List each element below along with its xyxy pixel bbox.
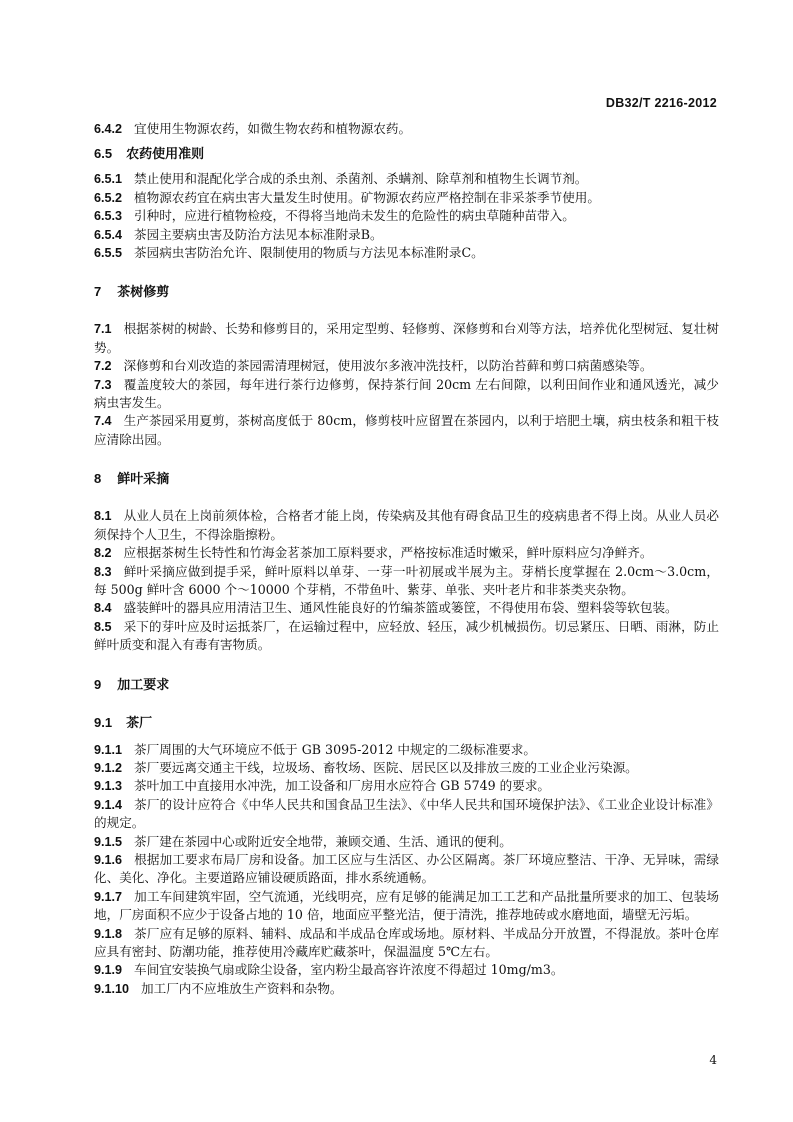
clause-text: 根据加工要求布局厂房和设备。加工区应与生活区、办公区隔离。茶厂环境应整洁、干净、无异味，需绿化、美化、净化。主要道路应铺设硬质路面，排水系统通畅。 <box>94 851 719 886</box>
clause-number: 6.4.2 <box>94 122 123 136</box>
clause-8-1 <box>94 507 719 544</box>
clause-number: 9.1.5 <box>94 834 123 849</box>
chapter-title: 茶树修剪 <box>117 284 170 300</box>
clause-8-4 <box>94 599 719 617</box>
clause-text: 覆盖度较大的茶园，每年进行茶行边修剪，保持茶行间 20cm 左右间隙，以利田间作业和通风透光，减少病虫害发生。 <box>94 376 719 411</box>
clause-6-5-5 <box>94 244 719 262</box>
clause-number: 9.1.2 <box>94 760 123 775</box>
clause-text: 盛装鲜叶的器具应用清洁卫生、通风性能良好的竹编茶篮或篓筐，不得使用布袋、塑料袋等软包装。 <box>123 600 678 616</box>
clause-number: 9.1.1 <box>94 742 123 757</box>
clause-8-2 <box>94 544 719 562</box>
clause-text: 茶厂建在茶园中心或附近安全地带，兼顾交通、生活、通讯的便利。 <box>134 833 512 849</box>
clause-text: 鲜叶采摘应做到提手采，鲜叶原料以单芽、一芽一叶初展或半展为主。芽梢长度掌握在 2.0cm～3.0cm，每 500g 鲜叶含 6000 个～10000 个芽梢，不带鱼叶、紫芽、单张、夹叶老片和非茶类夹杂物。 <box>94 563 719 597</box>
section-title: 农药使用准则 <box>126 146 205 162</box>
clause-6-5-1 <box>94 170 719 188</box>
clause-7-4 <box>94 412 719 449</box>
section-heading-9-1 <box>94 713 719 733</box>
clause-number: 9.1.10 <box>94 981 130 996</box>
chapter-title: 加工要求 <box>117 676 170 692</box>
clause-text: 采下的芽叶应及时运抵茶厂，在运输过程中，应轻放、轻压，减少机械损伤。切忌紧压、日晒、雨淋，防止鲜叶质变和混入有毒有害物质。 <box>94 618 719 653</box>
clause-text: 引种时，应进行植物检疫，不得将当地尚未发生的危险性的病虫草随种苗带入。 <box>134 208 575 224</box>
clause-6-5-3 <box>94 207 719 225</box>
clause-9-1-8 <box>94 925 719 962</box>
chapter-title: 鲜叶采摘 <box>117 471 170 487</box>
clause-text: 茶厂周围的大气环境应不低于 GB 3095-2012 中规定的二级标准要求。 <box>134 741 536 757</box>
clause-text: 车间宜安装换气扇或除尘设备，室内粉尘最高容许浓度不得超过 10mg/m3。 <box>134 962 564 978</box>
section-title: 茶厂 <box>126 714 153 730</box>
chapter-number: 9 <box>94 676 102 692</box>
clause-text: 禁止使用和混配化学合成的杀虫剂、杀菌剂、杀螨剂、除草剂和植物生长调节剂。 <box>134 171 588 187</box>
clause-text: 从业人员在上岗前须体检，合格者才能上岗，传染病及其他有碍食品卫生的疫病患者不得上岗。从业人员必须保持个人卫生，不得涂脂擦粉。 <box>94 508 719 542</box>
document-code: DB32/T 2216-2012 <box>605 96 717 110</box>
clause-number: 8.3 <box>94 564 112 579</box>
clause-number: 6.5.4 <box>94 227 123 242</box>
clause-7-1 <box>94 320 719 357</box>
clause-text: 应根据茶树生长特性和竹海金茗茶加工原料要求，严格按标准适时嫩采，鲜叶原料应匀净鲜齐。 <box>123 545 653 561</box>
clause-number: 8.2 <box>94 546 112 561</box>
clause-number: 8.4 <box>94 601 112 616</box>
clause-8-3 <box>94 563 719 600</box>
clause-text: 茶叶加工中直接用水冲洗，加工设备和厂房用水应符合 GB 5749 的要求。 <box>134 778 551 794</box>
clause-number: 9.1.7 <box>94 889 123 904</box>
clause-6-4-2 <box>94 120 719 138</box>
clause-9-1-9 <box>94 961 719 979</box>
section-heading-6-5 <box>94 144 719 164</box>
document-body <box>94 116 719 998</box>
clause-number: 6.5.2 <box>94 190 123 205</box>
clause-number: 6.5.3 <box>94 209 123 224</box>
clause-number: 9.1.3 <box>94 779 123 794</box>
clause-number: 7.1 <box>94 322 112 337</box>
clause-number: 8.5 <box>94 619 112 634</box>
clause-number: 7.4 <box>94 414 112 429</box>
clause-text: 植物源农药宜在病虫害大量发生时使用。矿物源农药应严格控制在非采茶季节使用。 <box>134 189 600 205</box>
chapter-heading-8 <box>94 469 719 489</box>
clause-text: 根据茶树的树龄、长势和修剪目的，采用定型剪、轻修剪、深修剪和台刈等方法，培养优化型树冠、复壮树势。 <box>94 321 719 355</box>
clause-text: 茶厂的设计应符合《中华人民共和国食品卫生法》、《中华人民共和国环境保护法》、《工业企业设计标准》的规定。 <box>94 796 719 831</box>
clause-6-5-4 <box>94 226 719 244</box>
clause-text: 宜使用生物源农药，如微生物农药和植物源农药。 <box>134 121 412 136</box>
page-number: 4 <box>709 1053 717 1067</box>
clause-9-1-5 <box>94 833 719 851</box>
clause-6-5-2 <box>94 189 719 207</box>
clause-number: 8.1 <box>94 509 112 524</box>
chapter-heading-9 <box>94 675 719 695</box>
clause-number: 9.1.8 <box>94 926 123 941</box>
chapter-number: 7 <box>94 284 102 300</box>
clause-7-3 <box>94 376 719 413</box>
clause-text: 生产茶园采用夏剪，茶树高度低于 80cm，修剪枝叶应留置在茶园内，以利于培肥土壤，病虫枝条和粗干枝应清除出园。 <box>94 413 719 447</box>
clause-number: 6.5.1 <box>94 172 123 187</box>
chapter-number: 8 <box>94 471 102 487</box>
chapter-heading-7 <box>94 282 719 302</box>
clause-number: 9.1.9 <box>94 963 123 978</box>
clause-number: 9.1.6 <box>94 852 123 867</box>
clause-9-1-6 <box>94 851 719 888</box>
clause-9-1-7 <box>94 888 719 925</box>
clause-number: 6.5.5 <box>94 246 123 261</box>
clause-number: 7.2 <box>94 359 112 374</box>
clause-9-1-1 <box>94 741 719 759</box>
clause-8-5 <box>94 618 719 655</box>
clause-number: 7.3 <box>94 377 112 392</box>
clause-text: 茶园病虫害防治允许、限制使用的物质与方法见本标准附录C。 <box>134 245 484 261</box>
clause-9-1-4 <box>94 796 719 833</box>
section-number: 9.1 <box>94 714 113 730</box>
clause-number: 9.1.4 <box>94 797 123 812</box>
section-number: 6.5 <box>94 146 113 162</box>
clause-text: 深修剪和台刈改造的茶园需清理树冠，使用波尔多液冲洗技杆，以防治苔藓和剪口病菌感染等。 <box>123 358 653 374</box>
clause-9-1-2 <box>94 759 719 777</box>
clause-text: 茶厂应有足够的原料、辅料、成品和半成品仓库或场地。原材料、半成品分开放置，不得混放。茶叶仓库应具有密封、防潮功能，推荐使用冷藏库贮藏茶叶，保温温度 5℃左右。 <box>94 925 719 959</box>
clause-9-1-10 <box>94 980 719 998</box>
clause-text: 加工厂内不应堆放生产资料和杂物。 <box>141 980 343 996</box>
clause-7-2 <box>94 357 719 375</box>
clause-text: 茶园主要病虫害及防治方法见本标准附录B。 <box>134 226 383 242</box>
clause-text: 加工车间建筑牢固，空气流通，光线明亮，应有足够的能满足加工工艺和产品批量所要求的加工、包装场地，厂房面积不应少于设备占地的 10 倍，地面应平整光洁，便于清洗，推荐地砖或水磨地面，墙壁无污垢。 <box>94 888 719 923</box>
clause-9-1-3 <box>94 777 719 795</box>
clause-text: 茶厂要远离交通主干线，垃圾场、畜牧场、医院、居民区以及排放三废的工业企业污染源。 <box>134 759 638 775</box>
